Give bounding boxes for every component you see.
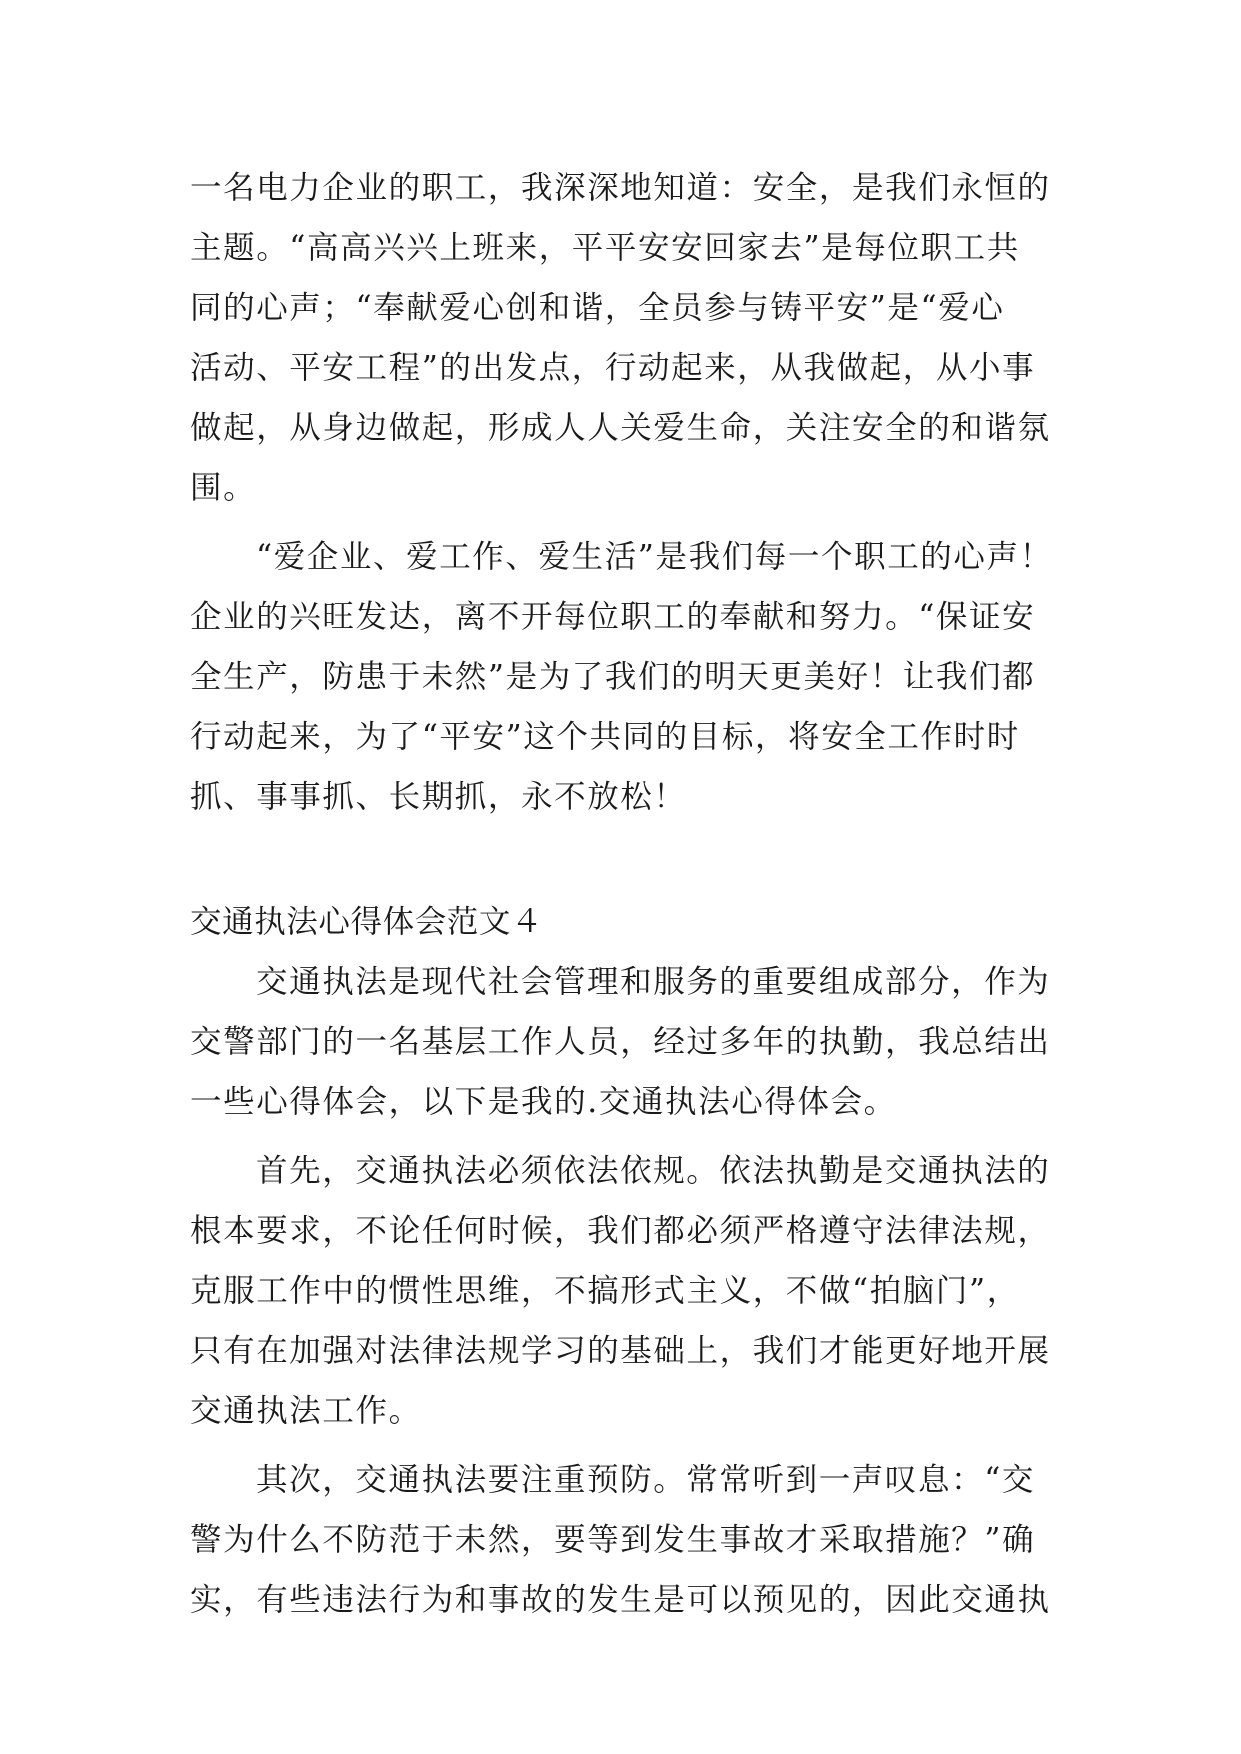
text-line: 交通执法是现代社会管理和服务的重要组成部分，作为: [256, 964, 1051, 1000]
text-line: 一些心得体会，以下是我的.交通执法心得体会。: [190, 1084, 897, 1120]
text-line: 做起，从身边做起，形成人人关爱生命，关注安全的和谐氛: [190, 410, 1051, 446]
text-line: 交通执法工作。: [190, 1393, 422, 1429]
text-line: 同的心声；“奉献爱心创和谐，全员参与铸平安”是“爱心: [190, 290, 1005, 326]
text-line: 其次，交通执法要注重预防。常常听到一声叹息：“交: [256, 1462, 1036, 1498]
text-line: 主题。“高高兴兴上班来，平平安安回家去”是每位职工共: [190, 230, 1020, 266]
text-line: 全生产，防患于未然”是为了我们的明天更美好！让我们都: [190, 659, 1036, 695]
text-line: 围。: [190, 470, 257, 506]
text-line: 行动起来，为了“平安”这个共同的目标，将安全工作时时: [190, 719, 1020, 755]
paragraph: [190, 1141, 1070, 1441]
text-line: 克服工作中的惯性思维，不搞形式主义，不做“拍脑门”，: [190, 1273, 1020, 1309]
paragraph: [190, 952, 1070, 1132]
text-line: 只有在加强对法律法规学习的基础上，我们才能更好地开展: [190, 1333, 1051, 1369]
text-line: 根本要求，不论任何时候，我们都必须严格遵守法律法规，: [190, 1213, 1051, 1249]
text-line: 首先，交通执法必须依法依规。依法执勤是交通执法的: [256, 1153, 1051, 1189]
text-line: “爱企业、爱工作、爱生活”是我们每一个职工的心声！: [256, 539, 1053, 575]
text-line: 企业的兴旺发达，离不开每位职工的奉献和努力。“保证安: [190, 599, 1036, 635]
paragraph: [190, 1450, 1070, 1630]
section-spacing: [190, 827, 1070, 892]
text-line: 交警部门的一名基层工作人员，经过多年的执勤，我总结出: [190, 1024, 1051, 1060]
text-line: 一名电力企业的职工，我深深地知道：安全，是我们永恒的: [190, 170, 1051, 206]
text-line: 活动、平安工程”的出发点，行动起来，从我做起，从小事: [190, 350, 1036, 386]
text-line: 实，有些违法行为和事故的发生是可以预见的，因此交通执: [190, 1582, 1051, 1618]
paragraph: [190, 158, 1070, 518]
section-title: 交通执法心得体会范文４: [190, 904, 544, 940]
paragraph-spacing: [190, 1132, 1070, 1141]
paragraph: [190, 527, 1070, 827]
text-line: 警为什么不防范于未然，要等到发生事故才采取措施？”确: [190, 1522, 1036, 1558]
document-body: [190, 158, 1070, 1630]
paragraph-spacing: [190, 518, 1070, 527]
text-line: 抓、事事抓、长期抓，永不放松！: [190, 779, 687, 815]
paragraph-spacing: [190, 1441, 1070, 1450]
